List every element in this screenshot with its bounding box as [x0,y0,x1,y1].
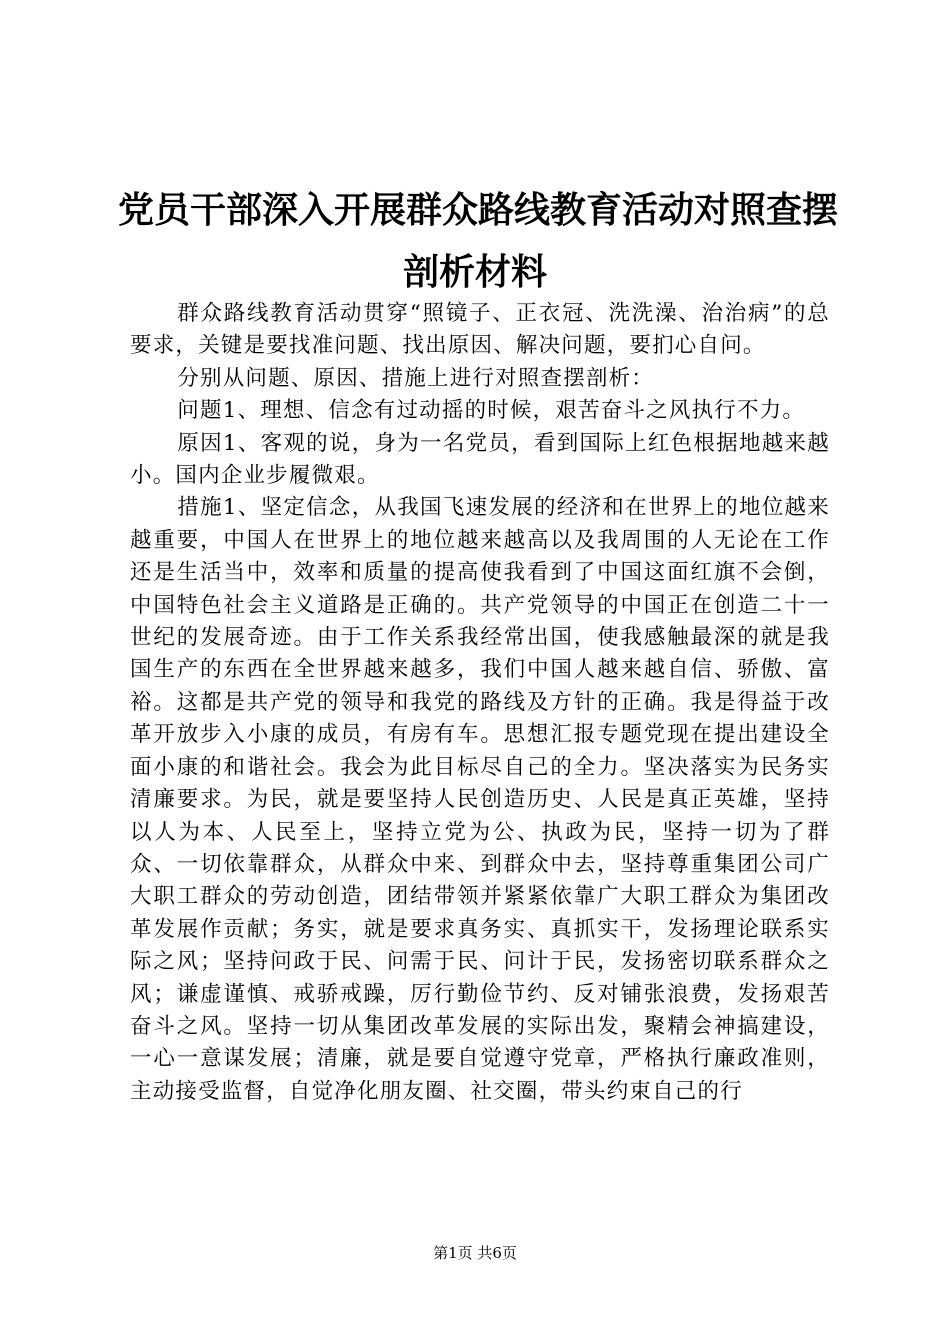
paragraph-problem-1: 问题1、理想、信念有过动摇的时候，艰苦奋斗之风执行不力。 [177,398,806,424]
paragraph-analysis-lead: 分别从问题、原因、措施上进行对照查摆剖析： [177,365,654,391]
paragraph-measure-1: 措施1、坚定信念，从我国飞速发展的经济和在世界上的地位越来越重要，中国人在世界上的地位越来越高以及我周围的人无论在工作还是生活当中，效率和质量的提高使我看到了中国这面红旗不会倒，中国特色社会主义道路是正确的。共产党领导的中国正在创造二十一世纪的发展奇迹。由于工作关系我经常出国，使我感触最深的就是我国生产的东西在全世界越来越多，我们中国人越来越自信、骄傲、富裕。这都是共产党的领导和我党的路线及方针的正确。我是得益于改革开放步入小康的成员，有房有车。思想汇报专题党现在提出建设全面小康的和谐社会。我会为此目标尽自己的全力。坚决落实为民务实清廉要求。为民，就是要坚持人民创造历史、人民是真正英雄，坚持以人为本、人民至上，坚持立党为公、执政为民，坚持一切为了群众、一切依靠群众，从群众中来、到群众中去，坚持尊重集团公司广大职工群众的劳动创造，团结带领并紧紧依靠广大职工群众为集团改革发展作贡献；务实，就是要求真务实、真抓实干，发扬理论联系实际之风；坚持问政于民、问需于民、问计于民，发扬密切联系群众之风；谦虚谨慎、戒骄戒躁，厉行勤俭节约、反对铺张浪费，发扬艰苦奋斗之风。坚持一切从集团改革发展的实际出发，聚精会神搞建设，一心一意谋发展；清廉，就是要自觉遵守党章，严格执行廉政准则，主动接受监督，自觉净化朋友圈、社交圈，带头约束自己的行 [130,495,830,1104]
title-line-1: 党员干部深入开展群众路线教育活动对照查摆 [118,190,839,231]
title-line-2: 剖析材料 [402,252,547,293]
document-title [118,180,839,304]
page-footer: 第1页 共6页 [433,1244,517,1262]
paragraph-cause-1: 原因1、客观的说，身为一名党员，看到国际上红色根据地越来越小。国内企业步履微艰。 [130,430,830,489]
document-body [130,298,830,1108]
paragraph-intro: 群众路线教育活动贯穿“照镜子、正衣冠、洗洗澡、治治病”的总要求，关键是要找准问题、找出原因、解决问题，要扪心自问。 [130,301,830,359]
